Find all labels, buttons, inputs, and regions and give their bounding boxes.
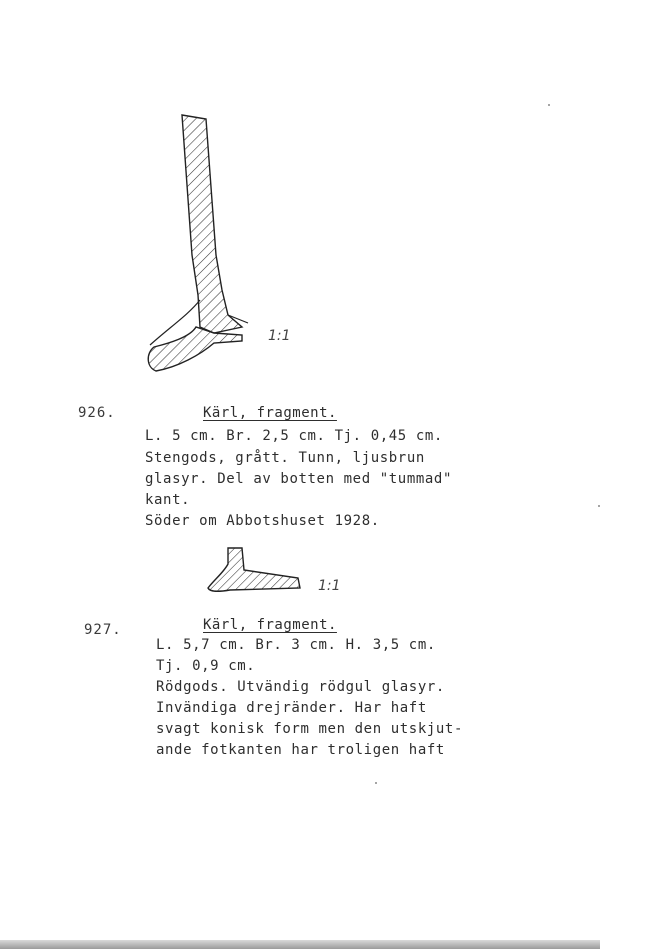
paper-speck [548,104,550,106]
scan-bottom-edge [0,940,600,949]
entry-title-927: Kärl, fragment. [203,617,337,633]
catalog-number-926: 926. [78,405,116,421]
scale-label-927: 1:1 [318,578,341,594]
paper-speck [598,505,600,507]
entry-line-926-1: L. 5 cm. Br. 2,5 cm. Tj. 0,45 cm. [145,428,443,444]
paper-speck [375,782,377,784]
entry-line-926-2: Stengods, grått. Tunn, ljusbrun [145,450,425,466]
entry-line-927-2: Tj. 0,9 cm. [156,658,256,674]
sherd-profile-drawing-927 [200,540,310,602]
entry-line-927-1: L. 5,7 cm. Br. 3 cm. H. 3,5 cm. [156,637,436,653]
entry-line-927-3: Rödgods. Utvändig rödgul glasyr. [156,679,445,695]
entry-line-926-4: kant. [145,492,191,508]
catalog-number-927: 927. [84,622,122,638]
scale-label-926: 1:1 [268,328,291,344]
sherd-profile-drawing-926 [130,105,270,380]
entry-title-926: Kärl, fragment. [203,405,337,421]
entry-line-926-5: Söder om Abbotshuset 1928. [145,513,380,529]
entry-line-927-4: Invändiga drejränder. Har haft [156,700,427,716]
entry-line-927-6: ande fotkanten har troligen haft [156,742,445,758]
entry-line-926-3: glasyr. Del av botten med "tummad" [145,471,452,487]
entry-line-927-5: svagt konisk form men den utskjut- [156,721,463,737]
